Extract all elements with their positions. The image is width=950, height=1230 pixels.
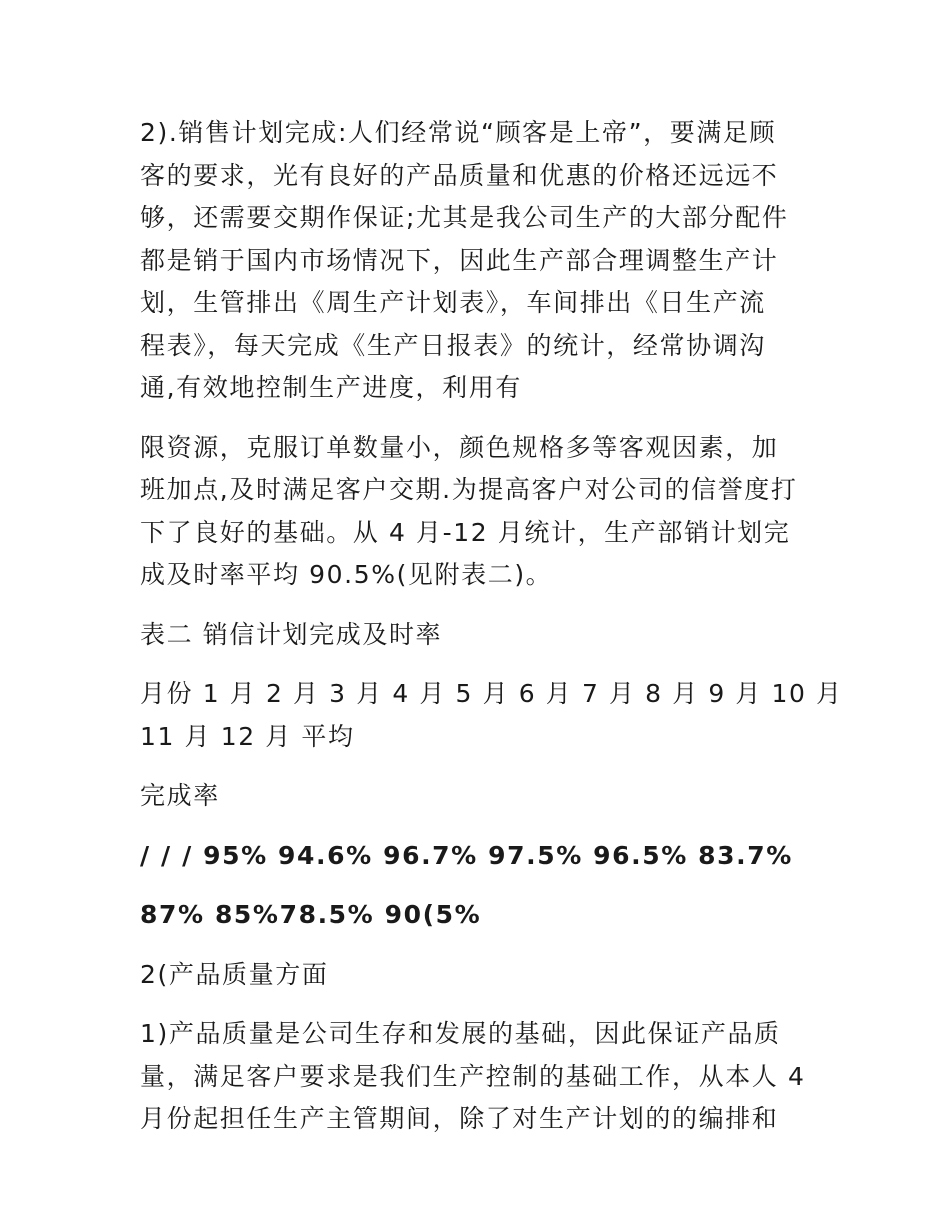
rates-line: 87% 85%78.5% 90(5% [140, 900, 482, 929]
text-line: 都是销于国内市场情况下，因此生产部合理调整生产计 [140, 245, 779, 275]
section-heading-text: 2(产品质量方面 [140, 959, 329, 989]
table-title [140, 614, 820, 657]
text-line: 客的要求，光有良好的产品质量和优惠的价格还远远不 [140, 160, 779, 190]
text-line: 划，生管排出《周生产计划表》，车间排出《日生产流 [140, 288, 766, 317]
months-line: 月份 1 月 2 月 3 月 4 月 5 月 6 月 7 月 8 月 9 月 10 月 [140, 679, 843, 708]
table-months-row [140, 673, 843, 758]
section-heading [140, 954, 820, 997]
document-page [140, 112, 843, 1141]
rate-label [140, 775, 820, 818]
text-line: 够，还需要交期作保证;尤其是我公司生产的大部分配件 [140, 203, 789, 232]
text-line: 通,有效地控制生产进度，利用有 [140, 373, 522, 402]
rates-row-2 [140, 894, 820, 937]
paragraph-resources [140, 427, 820, 597]
months-line: 11 月 12 月 平均 [140, 721, 355, 751]
table-title-text: 表二 销信计划完成及时率 [140, 619, 443, 649]
text-line: 2).销售计划完成:人们经常说“顾客是上帝”，要满足顾 [140, 118, 777, 147]
text-line: 限资源，克服订单数量小，颜色规格多等客观因素，加 [140, 432, 779, 462]
text-line: 成及时率平均 90.5%(见附表二)。 [140, 560, 553, 589]
rates-row-1 [140, 835, 820, 878]
text-line: 下了良好的基础。从 4 月-12 月统计，生产部销计划完 [140, 517, 791, 547]
rate-label-text: 完成率 [140, 781, 220, 810]
paragraph-quality [140, 1013, 820, 1141]
text-line: 量，满足客户要求是我们生产控制的基础工作，从本人 4 [140, 1061, 806, 1091]
text-line: 班加点,及时满足客户交期.为提高客户对公司的信誉度打 [140, 475, 798, 504]
text-line: 月份起担任生产主管期间，除了对生产计划的的编排和 [140, 1104, 779, 1133]
rates-line: / / / 95% 94.6% 96.7% 97.5% 96.5% 83.7% [140, 840, 793, 870]
text-line: 1)产品质量是公司生存和发展的基础，因此保证产品质 [140, 1019, 781, 1048]
text-line: 程表》，每天完成《生产日报表》的统计，经常协调沟 [140, 330, 766, 360]
paragraph-sales-plan [140, 112, 820, 410]
